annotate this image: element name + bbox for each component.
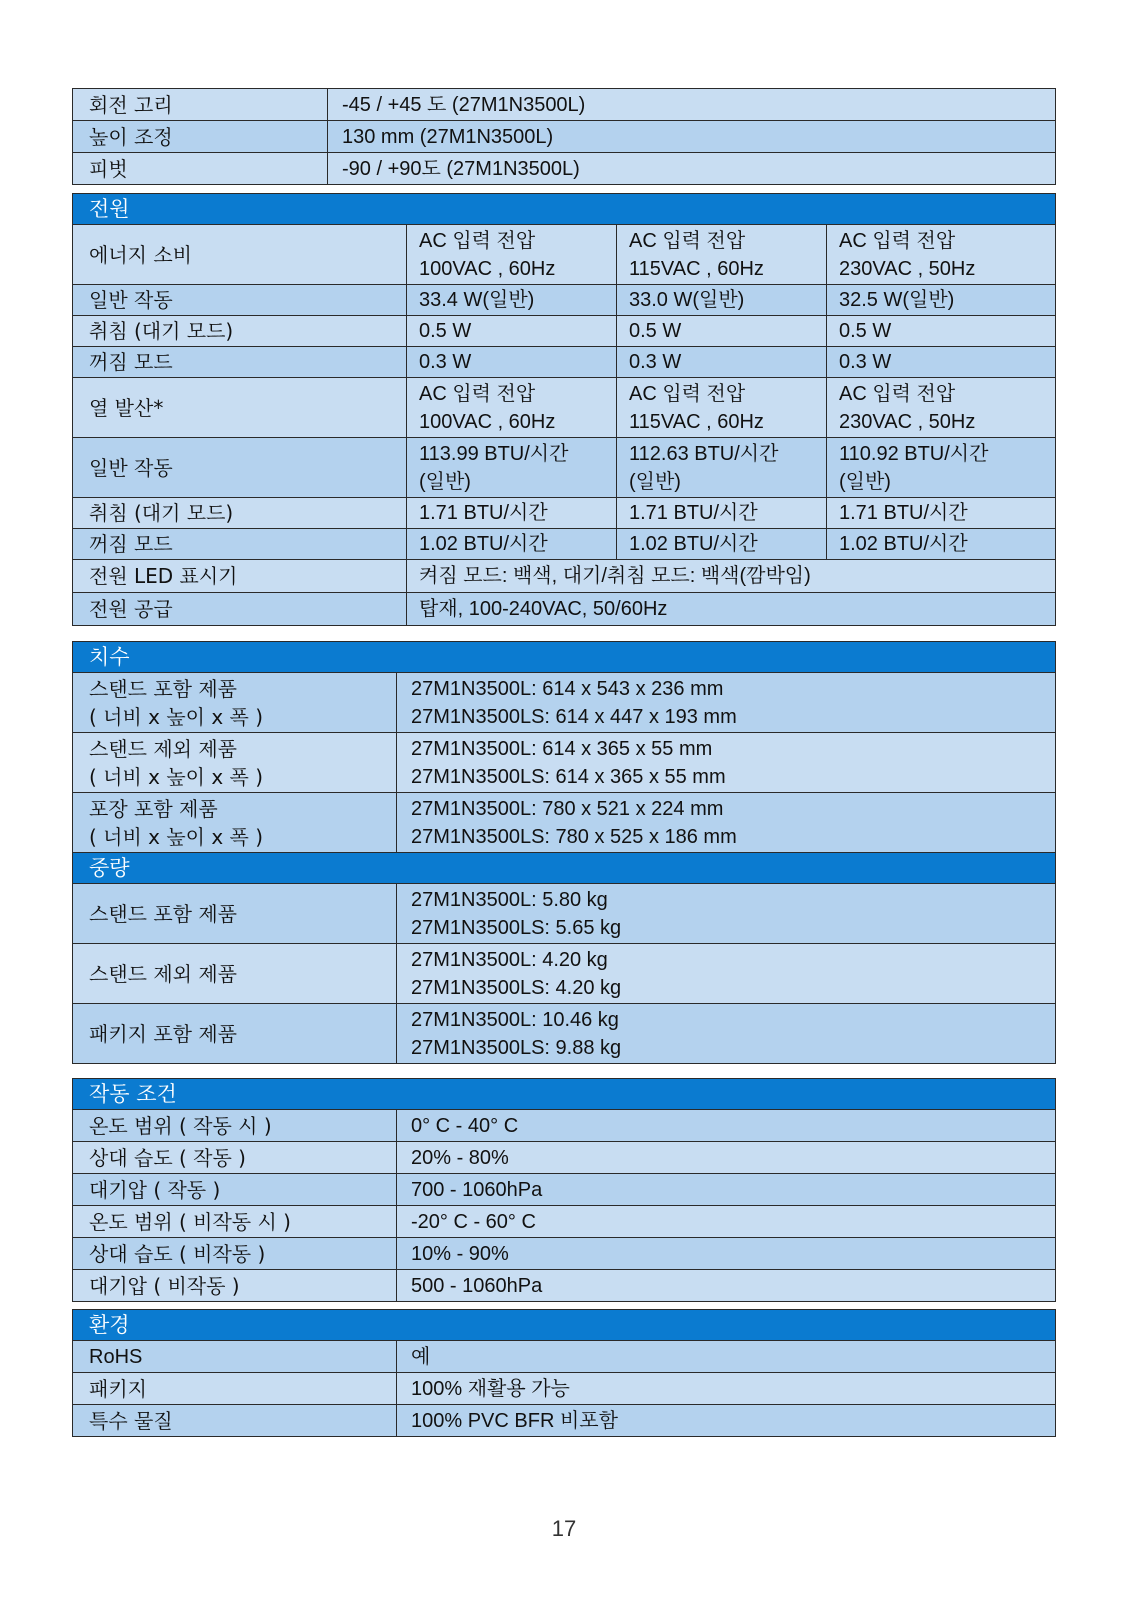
row-label: 꺼짐 모드 [73,347,407,378]
voltage-header [617,225,827,285]
table-row [73,1004,1056,1064]
value-line: (일반) [629,470,681,493]
row-value: 100% 재활용 가능 [397,1373,1056,1405]
row-value: 1.02 BTU/시간 [407,529,617,560]
table-row [73,560,1056,593]
row-value: 100% PVC BFR 비포함 [397,1405,1056,1437]
row-value: 1.71 BTU/시간 [617,498,827,529]
header-line: AC 입력 전압 [419,382,536,405]
row-label: RoHS [73,1341,397,1373]
table-row [73,1206,1056,1238]
row-label: 패키지 포함 제품 [73,1004,397,1064]
table-row [73,1238,1056,1270]
table-row [73,733,1056,793]
value-line: 112.63 BTU/시간 [629,442,779,465]
row-value [397,884,1056,944]
section-title: 작동 조건 [73,1079,1056,1110]
table-row [73,1110,1056,1142]
table-row [73,347,1056,378]
row-label: 취침 (대기 모드) [73,316,407,347]
dimensions-table [72,641,1056,1064]
row-value: -90 / +90도 (27M1N3500L) [328,153,1056,185]
row-value: -45 / +45 도 (27M1N3500L) [328,89,1056,121]
row-value: 0.3 W [827,347,1056,378]
row-value [397,793,1056,853]
row-value: 0.5 W [617,316,827,347]
header-line: 230VAC , 50Hz [839,410,976,433]
row-label: 일반 작동 [73,285,407,316]
table-row [73,89,1056,121]
value-line: 27M1N3500L: 10.46 kg [411,1008,619,1031]
table-row [73,378,1056,438]
row-label: 패키지 [73,1373,397,1405]
row-label: 취침 (대기 모드) [73,498,407,529]
row-value: 탑재, 100-240VAC, 50/60Hz [407,593,1056,626]
value-line: (일반) [839,470,891,493]
table-row [73,121,1056,153]
row-label: 꺼짐 모드 [73,529,407,560]
section-title: 환경 [73,1310,1056,1341]
table-row [73,944,1056,1004]
header-line: 115VAC , 60Hz [629,257,764,280]
header-line: 100VAC , 60Hz [419,257,556,280]
operating-table [72,1078,1056,1302]
table-row [73,438,1056,498]
voltage-header [617,378,827,438]
value-line: 110.92 BTU/시간 [839,442,989,465]
row-value [407,438,617,498]
row-value: 예 [397,1341,1056,1373]
section-title: 치수 [73,642,1056,673]
table-row [73,673,1056,733]
voltage-header [827,378,1056,438]
header-line: 100VAC , 60Hz [419,410,556,433]
table-row [73,316,1056,347]
header-line: AC 입력 전압 [629,229,746,252]
section-title: 중량 [73,853,1056,884]
value-line: 27M1N3500LS: 780 x 525 x 186 mm [411,825,737,848]
row-label: 상대 습도 ( 작동 ) [73,1142,397,1174]
table-row [73,225,1056,285]
row-value: 0.3 W [617,347,827,378]
label-line: 스탠드 제외 제품 [89,736,237,761]
row-label [73,733,397,793]
label-line: 포장 포함 제품 [89,796,218,821]
row-value [397,673,1056,733]
section-header [73,1310,1056,1341]
label-line: 스탠드 포함 제품 [89,676,237,701]
section-header [73,1079,1056,1110]
value-line: 27M1N3500LS: 614 x 365 x 55 mm [411,765,726,788]
row-value: 10% - 90% [397,1238,1056,1270]
row-value: 0.3 W [407,347,617,378]
rotation-table [72,88,1056,185]
row-label: 일반 작동 [73,438,407,498]
row-value [617,438,827,498]
value-line: 27M1N3500L: 614 x 543 x 236 mm [411,677,724,700]
row-label: 높이 조정 [73,121,328,153]
row-label: 대기압 ( 작동 ) [73,1174,397,1206]
row-label [73,793,397,853]
section-header [73,642,1056,673]
row-value: 0.5 W [827,316,1056,347]
label-line: ( 너비 x 높이 x 폭 ) [89,764,264,789]
row-value: 33.4 W(일반) [407,285,617,316]
row-label: 회전 고리 [73,89,328,121]
header-line: AC 입력 전압 [629,382,746,405]
table-row [73,793,1056,853]
row-label [73,673,397,733]
value-line: 27M1N3500LS: 9.88 kg [411,1036,622,1059]
table-row [73,153,1056,185]
row-label: 온도 범위 ( 작동 시 ) [73,1110,397,1142]
power-table [72,193,1056,626]
label-line: ( 너비 x 높이 x 폭 ) [89,704,264,729]
row-label: 에너지 소비 [73,225,407,285]
row-label: 온도 범위 ( 비작동 시 ) [73,1206,397,1238]
table-row [73,1373,1056,1405]
value-line: 27M1N3500LS: 614 x 447 x 193 mm [411,705,737,728]
value-line: 27M1N3500LS: 5.65 kg [411,916,622,939]
row-label: 스탠드 포함 제품 [73,884,397,944]
header-line: 115VAC , 60Hz [629,410,764,433]
row-label: 전원 LED 표시기 [73,560,407,593]
row-value [827,438,1056,498]
label-line: ( 너비 x 높이 x 폭 ) [89,824,264,849]
row-value: 130 mm (27M1N3500L) [328,121,1056,153]
row-value [397,1004,1056,1064]
row-value: 500 - 1060hPa [397,1270,1056,1302]
row-value: 20% - 80% [397,1142,1056,1174]
environment-table [72,1309,1056,1437]
value-line: 27M1N3500L: 780 x 521 x 224 mm [411,797,724,820]
value-line: 113.99 BTU/시간 [419,442,569,465]
header-line: 230VAC , 50Hz [839,257,976,280]
row-label: 대기압 ( 비작동 ) [73,1270,397,1302]
row-value: -20° C - 60° C [397,1206,1056,1238]
table-row [73,529,1056,560]
row-label: 전원 공급 [73,593,407,626]
row-label: 상대 습도 ( 비작동 ) [73,1238,397,1270]
row-value: 1.71 BTU/시간 [827,498,1056,529]
row-value: 1.02 BTU/시간 [617,529,827,560]
voltage-header [407,378,617,438]
row-value: 700 - 1060hPa [397,1174,1056,1206]
table-row [73,593,1056,626]
table-row [73,1341,1056,1373]
voltage-header [407,225,617,285]
table-row [73,1142,1056,1174]
row-label: 열 발산* [73,378,407,438]
row-value [397,733,1056,793]
value-line: 27M1N3500L: 4.20 kg [411,948,608,971]
row-value: 33.0 W(일반) [617,285,827,316]
row-value [397,944,1056,1004]
table-row [73,884,1056,944]
page-number: 17 [551,1516,577,1541]
table-row [73,285,1056,316]
table-row [73,1270,1056,1302]
row-label: 스탠드 제외 제품 [73,944,397,1004]
value-line: 27M1N3500L: 614 x 365 x 55 mm [411,737,713,760]
row-value: 32.5 W(일반) [827,285,1056,316]
section-header [73,853,1056,884]
table-row [73,1174,1056,1206]
value-line: (일반) [419,470,471,493]
row-value: 1.71 BTU/시간 [407,498,617,529]
row-value: 켜짐 모드: 백색, 대기/취침 모드: 백색(깜박임) [407,560,1056,593]
section-header [73,194,1056,225]
value-line: 27M1N3500L: 5.80 kg [411,888,608,911]
row-label: 특수 물질 [73,1405,397,1437]
header-line: AC 입력 전압 [839,382,956,405]
row-value: 0° C - 40° C [397,1110,1056,1142]
value-line: 27M1N3500LS: 4.20 kg [411,976,622,999]
row-value: 1.02 BTU/시간 [827,529,1056,560]
header-line: AC 입력 전압 [419,229,536,252]
header-line: AC 입력 전압 [839,229,956,252]
table-row [73,498,1056,529]
row-label: 피벗 [73,153,328,185]
row-value: 0.5 W [407,316,617,347]
section-title: 전원 [73,194,1056,225]
table-row [73,1405,1056,1437]
voltage-header [827,225,1056,285]
